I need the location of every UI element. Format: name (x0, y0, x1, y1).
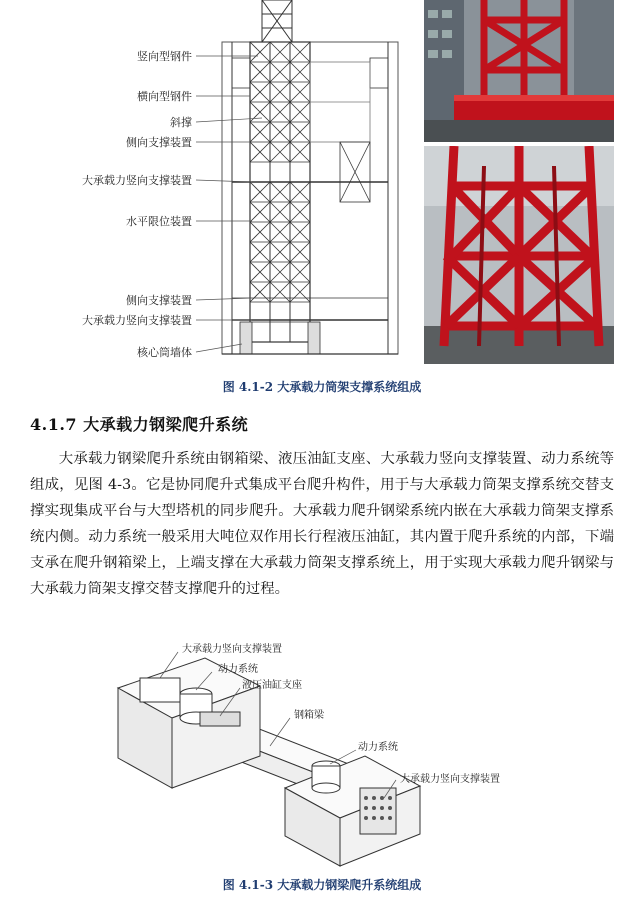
label-vertical-steel: 竖向型钢件 (137, 50, 192, 63)
photo-support-frame-top (424, 0, 614, 142)
label-lateral-support-2: 侧向支撑装置 (126, 294, 192, 307)
label-horizontal-steel: 横向型钢件 (137, 90, 192, 103)
label-horizontal-limit: 水平限位装置 (126, 215, 192, 228)
figure-4-1-3-caption: 图 4.1-3 大承载力钢梁爬升系统组成 (222, 878, 422, 892)
climbing-beam-diagram (0, 638, 644, 874)
label-hydraulic-seat: 液压油缸支座 (242, 680, 302, 691)
label-lateral-support-1: 侧向支撑装置 (126, 136, 192, 149)
figure-4-1-2-caption: 图 4.1-2 大承载力筒架支撑系统组成 (222, 380, 422, 394)
section-title: 4.1.7 大承载力钢梁爬升系统 (30, 415, 249, 434)
label-core-wall: 核心筒墙体 (137, 346, 192, 359)
figure-4-1-3 (0, 638, 644, 874)
label-vertical-support-2: 大承载力竖向支撑装置 (82, 314, 192, 327)
label-vertical-support-top: 大承载力竖向支撑装置 (182, 644, 282, 655)
section-paragraph: 大承载力钢梁爬升系统由钢箱梁、液压油缸支座、大承载力竖向支撑装置、动力系统等组成，见图 4-3。它是协同爬升式集成平台爬升构件，用于与大承载力筒架支撑系统交替支撑实现集成平台与大型塔机的同步爬升。大承载力爬升钢梁系统内嵌在大承载力筒架支撑系统内侧。动力系统一般采用大吨位双作用长行程液压油缸，其内置于爬升系统的内部，下端支承在爬升钢箱梁上，上端支撑在大承载力筒架支撑系统上，用于实现大承载力爬升钢梁与大承载力筒架支撑交替支撑爬升的过程。 (30, 451, 614, 597)
label-diagonal-brace: 斜撑 (170, 116, 192, 129)
photo-support-frame-bottom (424, 146, 614, 364)
figure-4-1-2 (0, 0, 644, 368)
label-vertical-support-bottom: 大承载力竖向支撑装置 (400, 774, 500, 785)
label-power-system-bottom: 动力系统 (358, 742, 398, 753)
label-steel-box-beam: 钢箱梁 (294, 710, 324, 721)
label-power-system-top: 动力系统 (218, 664, 258, 675)
label-vertical-support-1: 大承载力竖向支撑装置 (82, 174, 192, 187)
